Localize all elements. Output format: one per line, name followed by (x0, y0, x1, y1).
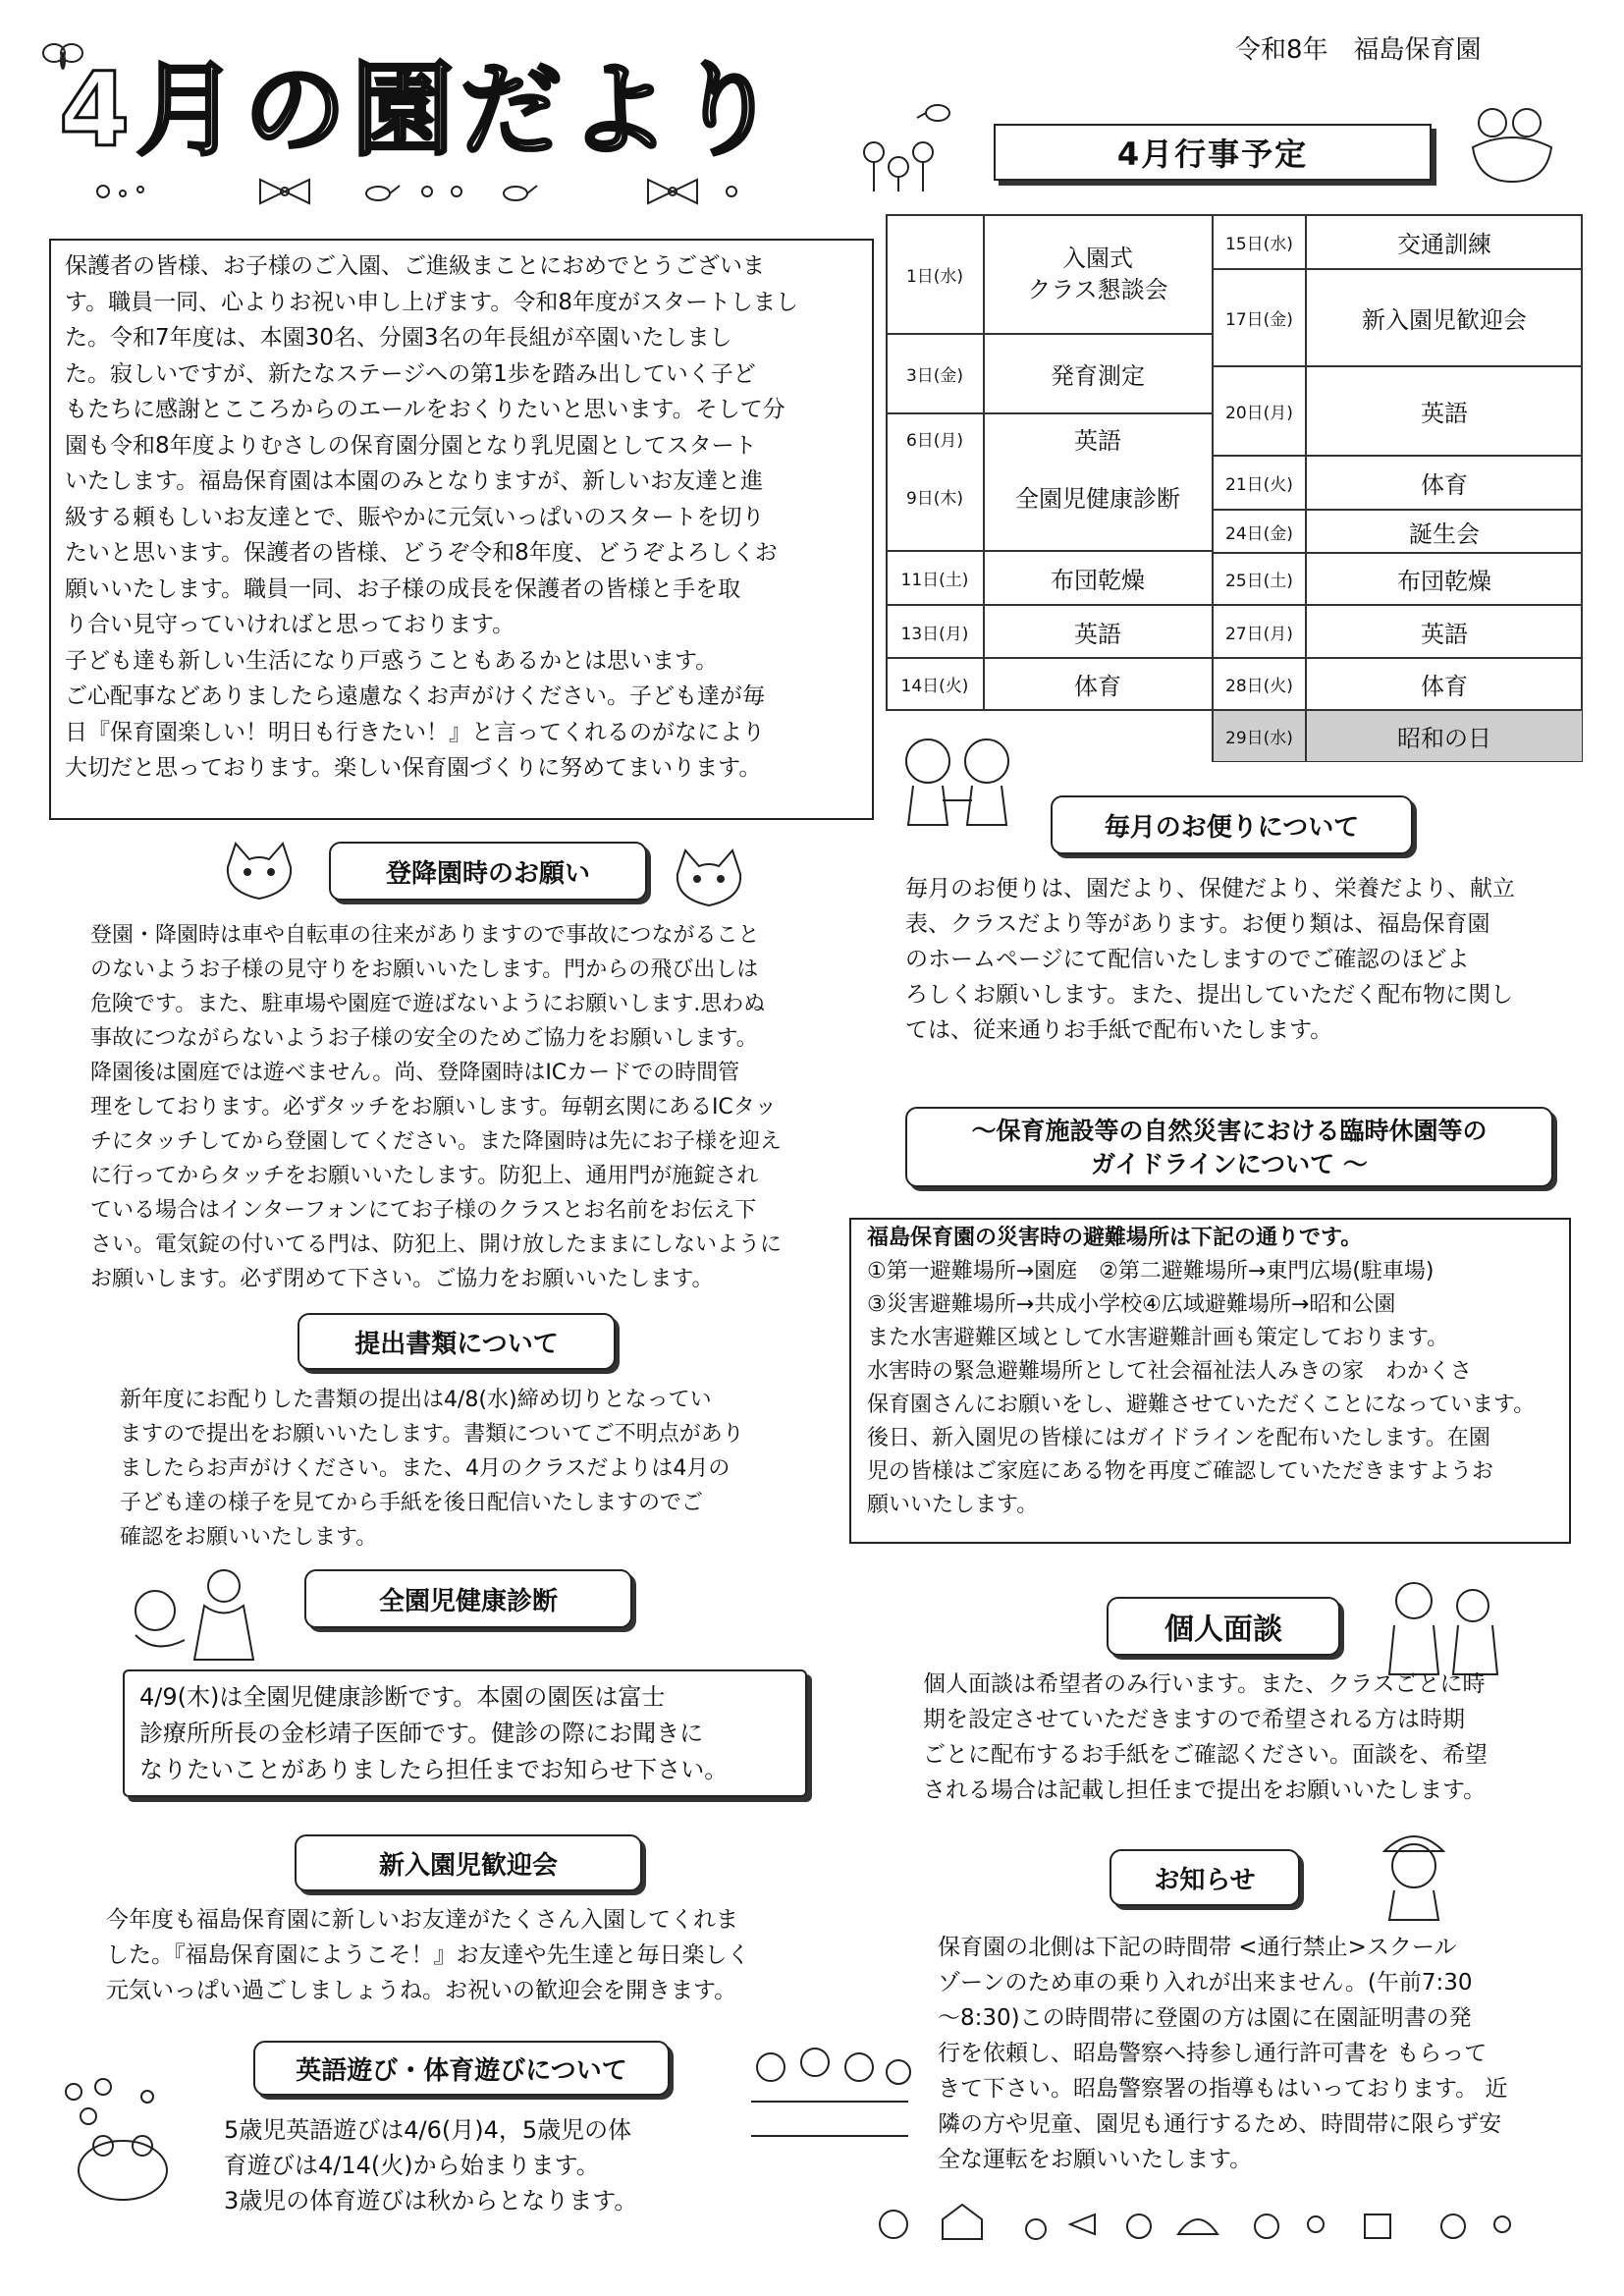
welcome-text (106, 1902, 852, 2008)
disaster-line: 水害時の緊急避難場所として社会福祉法人みきの家 わかくさ (867, 1359, 1473, 1384)
schedule-date-27: 27日(月) (1225, 624, 1293, 644)
welcome-heading: 新入園児歓迎会 (295, 1834, 642, 1891)
greeting-line: 大切だと思っております。楽しい保育園づくりに努めてまいります。 (65, 755, 762, 781)
commute-text (90, 918, 837, 1296)
greeting-line: もたちに感謝とこころからのエールをおくりたいと思います。そして分 (65, 397, 785, 422)
english-pe-line: 育遊びは4/14(火)から始まります。 (224, 2152, 600, 2179)
notice-heading: お知らせ (1110, 1849, 1300, 1906)
interview-line: される場合は記載し担任まで提出をお願いいたします。 (923, 1777, 1487, 1803)
disaster-heading-line2: ガイドラインについて ～ (1091, 1150, 1368, 1178)
schedule-event-17: 新入園児歓迎会 (1362, 306, 1527, 334)
commute-line: 降園後は園庭では遊べません。尚、登降園時はICカードでの時間管 (90, 1061, 740, 1085)
schedule-date-1: 1日(水) (905, 266, 964, 287)
flowers-bird-icon (844, 98, 962, 196)
documents-heading: 提出書類について (298, 1313, 616, 1370)
schedule-heading: 4月行事予定 (994, 124, 1432, 181)
bottom-border-decoration (864, 2195, 1532, 2264)
schedule-date-17: 17日(金) (1225, 310, 1293, 330)
commute-line: 事故につながらないようお子様の安全のためご協力をお願いします。 (90, 1026, 758, 1051)
disaster-line: また水害避難区域として水害避難計画も策定しております。 (867, 1326, 1449, 1350)
monthly-line: ろしくお願いします。また、提出していただく配布物に関し (905, 982, 1514, 1008)
documents-line: ますので提出をお願いいたします。書類についてご不明点があり (120, 1422, 744, 1447)
schedule-event-14: 体育 (1074, 673, 1121, 700)
ribbon-border-decoration (83, 172, 761, 211)
schedule-event-25: 布団乾燥 (1397, 568, 1491, 595)
commute-heading: 登降園時のお願い (329, 842, 647, 901)
greeting-line: た。寂しいですが、新たなステージへの第1歩を踏み出していく子ど (65, 360, 756, 387)
greeting-line: 級する頼もしいお友達とで、賑やかに元気いっぱいのスタートを切り (65, 504, 765, 530)
schedule-event-28: 体育 (1421, 673, 1468, 700)
cat-face-icon (218, 838, 300, 906)
greeting-line: ご心配事などありましたら遠慮なくお声がけください。子ども達が毎 (65, 683, 765, 709)
schedule-date-29: 29日(水) (1214, 711, 1305, 761)
schedule-date-15: 15日(水) (1225, 234, 1293, 254)
schedule-date-14: 14日(火) (900, 677, 969, 696)
parent-and-child-icon (1375, 1571, 1522, 1679)
schedule-date-3: 3日(金) (905, 365, 964, 386)
documents-line: ましたらお声がけください。また、4月のクラスだよりは4月の (120, 1456, 731, 1481)
greeting-line: たいと思います。保護者の皆様、どうぞ令和8年度、どうぞよろしくお (65, 540, 778, 566)
schedule-date-28: 28日(火) (1225, 677, 1293, 696)
greeting-line: た。令和7年度は、本園30名、分園3名の年長組が卒園いたしまし (65, 325, 732, 351)
monthly-heading: 毎月のお便りについて (1051, 795, 1413, 854)
disaster-heading-line1: ～保育施設等の自然災害における臨時休園等の (971, 1117, 1488, 1145)
welcome-line: 元気いっぱい過ごしましょうね。お祝いの歓迎会を開きます。 (106, 1978, 737, 2003)
disaster-line: ①第一避難場所→園庭 ②第二避難場所→東門広場(駐車場) (867, 1259, 1435, 1284)
schedule-date-13: 13日(月) (900, 624, 969, 644)
schedule-date-9: 9日(木) (905, 488, 964, 509)
page-title: 4月の園だより (59, 50, 785, 170)
notice-text (938, 1930, 1576, 2177)
notice-line: 行を依頼し、昭島警察へ持参し通行許可書を もらって (938, 2041, 1488, 2066)
schedule-event-27: 英語 (1421, 620, 1468, 648)
english-pe-line: 5歳児英語遊びは4/6(月)4，5歳児の体 (224, 2116, 632, 2144)
schedule-event-20: 英語 (1421, 400, 1468, 427)
disaster-line: 保育園さんにお願いをし、避難させていただくことになっています。 (867, 1393, 1536, 1417)
notice-line: 隣の方や児童、園児も通行するため、時間帯に限らず安 (938, 2111, 1502, 2137)
notice-line: 保育園の北側は下記の時間帯 <通行禁止>スクール (938, 1935, 1457, 1960)
greeting-box (49, 239, 874, 820)
notice-line: 全な運転をお願いいたします。 (938, 2147, 1253, 2172)
commute-line: さい。電気錠の付いてる門は、防犯上、開け放したままにしないように (90, 1232, 783, 1257)
frog-with-flowers-icon (49, 2072, 196, 2210)
schedule-date-25: 25日(土) (1225, 572, 1293, 591)
schedule-event-9: 全園児健康診断 (1015, 484, 1180, 513)
monthly-line: 毎月のお便りは、園だより、保健だより、栄養だより、献立 (905, 876, 1515, 902)
commute-line: ている場合はインターフォンにてお子様のクラスとお名前をお伝え下 (90, 1198, 757, 1223)
interview-line: 期を設定させていただきますので希望される方は時期 (923, 1707, 1465, 1732)
greeting-line: 願いいたします。職員一同、お子様の成長を保護者の皆様と手を取 (65, 575, 741, 602)
interview-line: 個人面談は希望者のみ行います。また、クラスごとに時 (923, 1671, 1486, 1697)
english-pe-text (224, 2112, 734, 2218)
schedule-event-13: 英語 (1074, 620, 1121, 648)
doctor-checkup-icon (116, 1561, 273, 1669)
greeting-line: 子ども達も新しい生活になり戸惑うこともあるかとは思います。 (65, 647, 719, 674)
schedule-date-24: 24日(金) (1225, 523, 1293, 544)
monthly-line: ては、従来通りお手紙で配布いたします。 (905, 1017, 1333, 1043)
commute-line: に行ってからタッチをお願いいたします。防犯上、通用門が施錠され (90, 1164, 759, 1188)
checkup-line: 4/9(木)は全園児健康診断です。本園の園医は富士 (139, 1683, 666, 1711)
schedule-event-6: 英語 (1074, 426, 1121, 455)
children-holding-hands-icon (889, 727, 1026, 845)
welcome-line: した。『福島保育園にようこそ！』お友達や先生達と毎日楽しく (106, 1942, 750, 1968)
welcome-line: 今年度も福島保育園に新しいお友達がたくさん入園してくれま (106, 1907, 738, 1933)
notice-line: きて下さい。昭島警察署の指導もはいっております。 近 (938, 2076, 1508, 2102)
commute-line: チにタッチしてから登園してください。また降園時は先にお子様を迎え (90, 1129, 783, 1154)
child-with-hat-icon (1360, 1822, 1468, 1930)
notice-line: ゾーンのため車の乗り入れが出来ません。(午前7:30 (938, 1970, 1473, 1995)
monthly-text (905, 871, 1583, 1048)
monthly-line: 表、クラスだより等があります。お便り類は、福島保育園 (905, 911, 1490, 937)
disaster-line: 後日、新入園児の皆様にはガイドラインを配布いたします。在園 (867, 1426, 1490, 1450)
schedule-event-1: 入園式 クラス懇談会 (1027, 245, 1168, 303)
documents-text (120, 1383, 827, 1555)
greeting-line: 園も令和8年度よりむさしの保育園分園となり乳児園としてスタート (65, 432, 757, 459)
schedule-event-24: 誕生会 (1409, 519, 1480, 548)
schedule-event-29: 昭和の日 (1307, 711, 1582, 761)
cat-on-tulip-icon (1453, 98, 1571, 187)
schedule-date-6: 6日(月) (905, 430, 964, 451)
cat-face-icon (668, 845, 750, 913)
greeting-line: 保護者の皆様、お子様のご入園、ご進級まことにおめでとうございま (65, 253, 765, 279)
checkup-text (139, 1679, 797, 1788)
checkup-line: なりたいことがありましたら担任までお知らせ下さい。 (139, 1756, 729, 1783)
schedule-event-15: 交通訓練 (1397, 230, 1491, 258)
commute-line: お願いします。必ず閉めて下さい。ご協力をお願いいたします。 (90, 1267, 714, 1291)
children-playing-icon (741, 2043, 918, 2151)
greeting-line: 日『保育園楽しい！明日も行きたい！』と言ってくれるのがなにより (65, 719, 765, 745)
schedule-event-21: 体育 (1421, 471, 1468, 499)
checkup-heading: 全園児健康診断 (304, 1569, 632, 1628)
greeting-line: す。職員一同、心よりお祝い申し上げます。令和8年度がスタートしまし (65, 289, 798, 315)
interview-heading: 個人面談 (1107, 1597, 1340, 1656)
disaster-heading (905, 1107, 1553, 1187)
schedule-date-11: 11日(土) (900, 571, 969, 590)
commute-line: 危険です。また、駐車場や園庭で遊ばないようにお願いします.思わぬ (90, 992, 766, 1016)
notice-line: ～8:30)この時間帯に登園の方は園に在園証明書の発 (938, 2005, 1472, 2031)
disaster-line: 福島保育園の災害時の避難場所は下記の通りです。 (867, 1226, 1363, 1250)
interview-line: ごとに配布するお手紙をご確認ください。面談を、希望 (923, 1742, 1488, 1768)
disaster-line: 願いいたします。 (867, 1493, 1039, 1517)
commute-line: 登園・降園時は車や自転車の往来がありますので事故につながること (90, 923, 760, 948)
schedule-date-21: 21日(火) (1225, 475, 1293, 495)
documents-line: 確認をお願いいたします。 (120, 1525, 378, 1550)
greeting-line: り合い見守っていければと思っております。 (65, 612, 515, 637)
greeting-line: いたします。福島保育園は本園のみとなりますが、新しいお友達と進 (65, 468, 764, 494)
commute-line: 理をしております。必ずタッチをお願いします。毎朝玄関にあるICタッ (90, 1095, 777, 1120)
disaster-box (849, 1218, 1571, 1544)
interview-text (923, 1667, 1581, 1808)
documents-line: 新年度にお配りした書類の提出は4/8(水)締め切りとなってい (120, 1388, 712, 1412)
english-pe-line: 3歳児の体育遊びは秋からとなります。 (224, 2187, 638, 2214)
english-pe-heading: 英語遊び・体育遊びについて (253, 2041, 670, 2096)
schedule-event-11: 布団乾燥 (1051, 567, 1145, 594)
disaster-line: 児の皆様はご家庭にある物を再度ご確認していただきますようお (867, 1459, 1494, 1484)
schedule-date-20: 20日(月) (1225, 404, 1293, 423)
checkup-line: 診療所所長の金杉靖子医師です。健診の際にお聞きに (139, 1720, 704, 1747)
monthly-line: のホームページにて配信いたしますのでご確認のほどよ (905, 947, 1470, 972)
documents-line: 子ども達の様子を見てから手紙を後日配信いたしますのでご (120, 1491, 704, 1515)
disaster-line: ③災害避難場所→共成小学校④広域避難場所→昭和公園 (867, 1292, 1396, 1317)
commute-line: のないようお子様の見守りをお願いいたします。門からの飛び出しは (90, 957, 759, 982)
issuer-label: 令和8年 福島保育園 (1235, 35, 1482, 65)
schedule-event-3: 発育測定 (1051, 361, 1145, 390)
